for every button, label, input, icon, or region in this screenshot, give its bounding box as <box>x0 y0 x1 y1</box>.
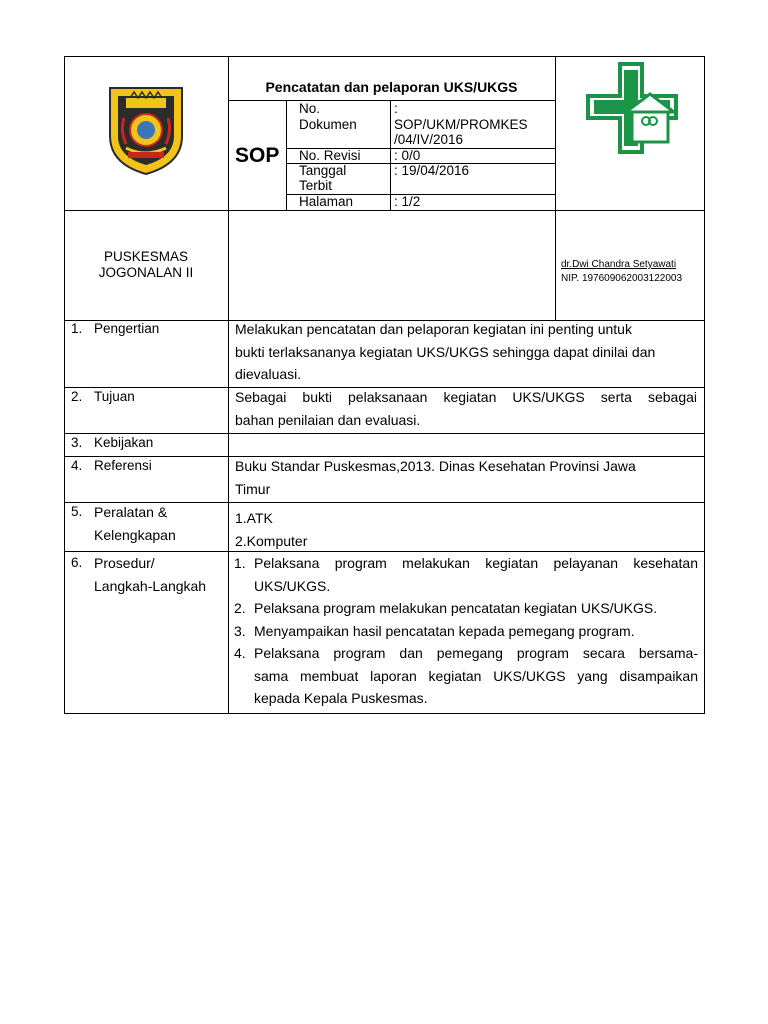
meta-value-dokumen: SOP/UKM/PROMKES <box>394 117 528 132</box>
meta-value-revisi: : 0/0 <box>394 148 421 163</box>
institution-line2: JOGONALAN II <box>98 265 194 280</box>
regional-emblem-logo <box>104 84 188 176</box>
step-number: 4. <box>234 645 246 661</box>
section-title <box>94 552 206 597</box>
title-line: Langkah-Langkah <box>94 577 207 594</box>
section-title <box>94 501 176 546</box>
meta-label-tanggal: Tanggal <box>299 163 347 178</box>
step-line: Pelaksana program dan pemegang program secara bersama- <box>254 645 698 661</box>
step-line: Pelaksana program melakukan pencatatan kegiatan UKS/UKGS. <box>254 600 658 616</box>
title-line: Peralatan & <box>94 504 168 520</box>
section-content <box>235 386 697 431</box>
section-number: 5. <box>71 504 83 519</box>
meta-value-no: : <box>394 101 398 116</box>
step-line: kepada Kepala Puskesmas. <box>254 690 428 706</box>
meta-value-dokumen-cont: /04/IV/2016 <box>394 132 464 147</box>
step-line: sama membuat laporan kegiatan UKS/UKGS yang disampaikan <box>254 667 698 684</box>
document-title: Pencatatan dan pelaporan UKS/UKGS <box>265 79 518 95</box>
section-content <box>235 318 697 386</box>
step-line: UKS/UKGS. <box>254 577 331 594</box>
institution-line1: PUSKESMAS <box>103 249 189 264</box>
meta-label-halaman: Halaman <box>299 194 354 209</box>
institution-name <box>64 249 228 281</box>
section-content <box>235 507 697 552</box>
step-line: Pelaksana program melakukan kegiatan pelayanan kesehatan <box>254 555 698 571</box>
meta-value-tanggal: : 19/04/2016 <box>394 163 470 178</box>
step-number: 1. <box>234 555 246 571</box>
procedure-step <box>234 597 698 620</box>
meta-label-no: No. <box>299 101 321 116</box>
section-content <box>235 455 697 500</box>
step-number: 2. <box>234 600 246 616</box>
signatory-name: dr.Dwi Chandra Setyawati <box>561 259 677 270</box>
title-line: Prosedur/ <box>94 555 155 571</box>
meta-value-halaman: : 1/2 <box>394 194 421 209</box>
section-number: 6. <box>71 555 83 570</box>
section-title: Kebijakan <box>94 435 154 450</box>
section-number: 3. <box>71 435 83 450</box>
section-number: 4. <box>71 458 83 473</box>
puskesmas-logo <box>586 62 680 156</box>
signatory-nip: NIP. 197609062003122003 <box>561 273 683 284</box>
content-line: bahan penilaian dan evaluasi. <box>235 411 421 428</box>
procedure-step <box>234 642 698 710</box>
section-number: 2. <box>71 389 83 404</box>
content-line: 1.ATK <box>235 510 273 526</box>
procedure-step <box>234 552 698 597</box>
content-line: dievaluasi. <box>235 366 302 382</box>
content-line: Melakukan pencatatan dan pelaporan kegiatan ini penting untuk <box>235 321 632 337</box>
sop-label: SOP <box>235 144 280 167</box>
meta-label-revisi: No. Revisi <box>299 148 361 163</box>
step-line: Menyampaikan hasil pencatatan kepada pemegang program. <box>254 622 635 639</box>
content-line: Sebagai bukti pelaksanaan kegiatan UKS/UKGS serta sebagai <box>235 389 697 405</box>
section-title: Pengertian <box>94 321 160 336</box>
step-number: 3. <box>234 622 246 639</box>
content-line: Timur <box>235 480 271 497</box>
content-line: bukti terlaksananya kegiatan UKS/UKGS sehingga dapat dinilai dan <box>235 343 656 360</box>
procedure-step <box>234 620 698 643</box>
section-number: 1. <box>71 321 83 336</box>
procedure-steps <box>234 552 698 710</box>
section-title: Tujuan <box>94 389 135 404</box>
meta-label-terbit: Terbit <box>299 178 333 193</box>
title-line: Kelengkapan <box>94 526 176 543</box>
content-line: 2.Komputer <box>235 532 308 549</box>
section-title: Referensi <box>94 458 152 473</box>
meta-label-dokumen: Dokumen <box>299 117 357 132</box>
content-line: Buku Standar Puskesmas,2013. Dinas Kesehatan Provinsi Jawa <box>235 458 636 474</box>
